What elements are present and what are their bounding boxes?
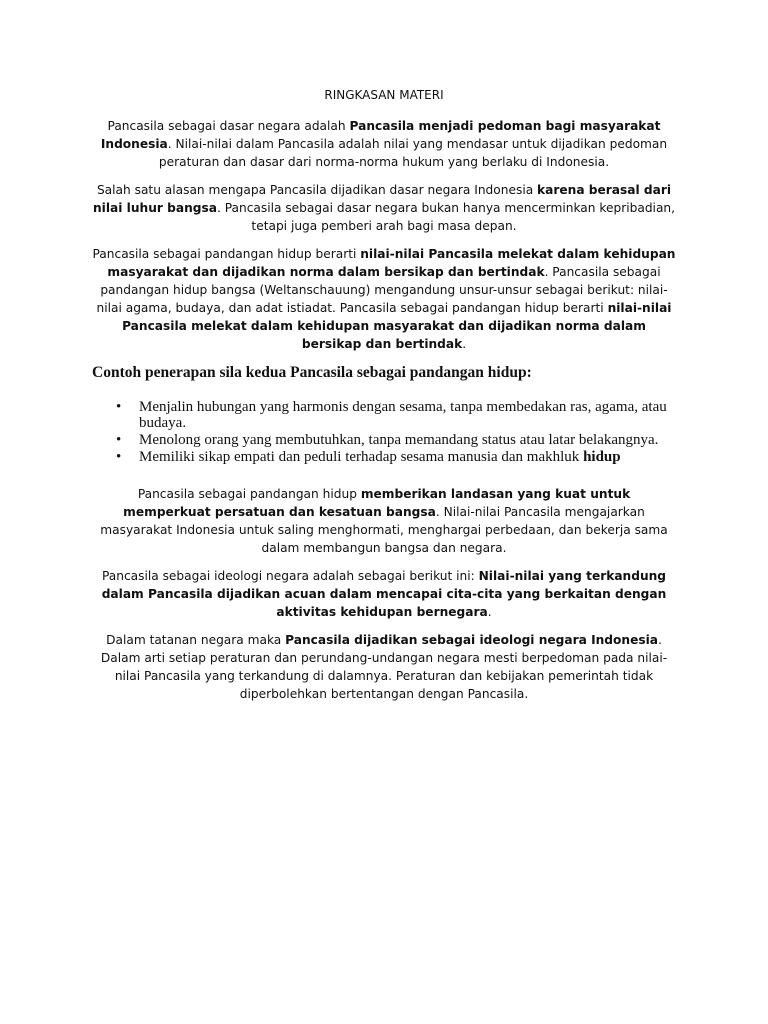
paragraph-ideologi	[92, 567, 676, 621]
paragraph-text: Pancasila sebagai ideologi negara adalah sebagai berikut ini:	[101, 569, 479, 583]
paragraph-bold-text: nilai-nilai Pancasila melekat dalam kehidupan masyarakat dan dijadikan norma dalam bersikap dan bertindak	[122, 301, 672, 351]
paragraph-bold-text: nilai-nilai Pancasila melekat dalam kehidupan masyarakat dan dijadikan norma dalam bersikap dan bertindak	[107, 247, 676, 279]
paragraph-bold-text: memberikan landasan yang kuat untuk memperkuat persatuan dan kesatuan bangsa	[123, 487, 631, 519]
bullet-icon: •	[116, 432, 122, 448]
list-item	[116, 432, 676, 448]
list-item-text: Memiliki sikap empati dan peduli terhadap sesama manusia dan makhluk	[139, 449, 584, 465]
paragraph-text: .	[487, 605, 492, 619]
paragraph-persatuan	[92, 485, 676, 557]
paragraph-pandangan-hidup	[92, 245, 676, 353]
list-item	[116, 399, 676, 431]
paragraph-dasar-negara	[92, 117, 676, 171]
paragraph-text: Pancasila sebagai dasar negara adalah	[107, 119, 350, 133]
bullet-list	[92, 399, 676, 465]
paragraph-text: .	[462, 337, 467, 351]
paragraph-text: Dalam tatanan negara maka	[106, 633, 286, 647]
paragraph-text: . Dalam arti setiap peraturan dan perundang-undangan negara mesti berpedoman pada nilai-nilai Pancasila yang terkandung di dalamnya. Peraturan dan kebijakan pemerintah tidak diperbolehkan bertentangan dengan Pancasila.	[100, 633, 668, 701]
document-title: RINGKASAN MATERI	[324, 88, 444, 102]
paragraph-alasan	[92, 181, 676, 235]
paragraph-text: Pancasila sebagai pandangan hidup berarti	[92, 247, 361, 261]
paragraph-bold-text: karena berasal dari nilai luhur bangsa	[92, 183, 672, 215]
list-item	[116, 449, 676, 465]
paragraph-text: . Nilai-nilai dalam Pancasila adalah nilai yang mendasar untuk dijadikan pedoman peraturan dan dasar dari norma-norma hukum yang berlaku di Indonesia.	[158, 137, 668, 169]
bullet-icon: •	[116, 449, 122, 465]
list-item-text: Menjalin hubungan yang harmonis dengan sesama, tanpa membedakan ras, agama, atau budaya.	[139, 399, 667, 431]
paragraph-text: . Pancasila sebagai pandangan hidup bangsa (Weltanschauung) mengandung unsur-unsur sebagai berikut: nilai-nilai agama, budaya, dan adat istiadat. Pancasila sebagai pandangan hidup berarti	[96, 265, 668, 315]
bullet-icon: •	[116, 399, 122, 415]
paragraph-tatanan-negara	[92, 631, 676, 703]
list-item-bold-text: hidup	[583, 449, 621, 465]
document-page	[92, 86, 676, 713]
paragraph-bold-text: Pancasila dijadikan sebagai ideologi negara Indonesia	[285, 633, 658, 647]
paragraph-text: . Pancasila sebagai dasar negara bukan hanya mencerminkan kepribadian, tetapi juga pemberi arah bagi masa depan.	[216, 201, 676, 233]
paragraph-text: . Nilai-nilai Pancasila mengajarkan masyarakat Indonesia untuk saling menghormati, menghargai perbedaan, dan bekerja sama dalam membangun bangsa dan negara.	[100, 505, 668, 555]
paragraph-text: Salah satu alasan mengapa Pancasila dijadikan dasar negara Indonesia	[96, 183, 538, 197]
section-heading: Contoh penerapan sila kedua Pancasila sebagai pandangan hidup:	[92, 364, 532, 381]
paragraph-bold-text: Nilai-nilai yang terkandung dalam Pancasila dijadikan acuan dalam mencapai cita-cita yang berkaitan dengan aktivitas kehidupan bernegara	[101, 569, 667, 619]
paragraph-bold-text: Pancasila menjadi pedoman bagi masyarakat Indonesia	[100, 119, 661, 151]
list-item-text: Menolong orang yang membutuhkan, tanpa memandang status atau latar belakangnya.	[139, 432, 659, 448]
paragraph-text: Pancasila sebagai pandangan hidup	[137, 487, 361, 501]
